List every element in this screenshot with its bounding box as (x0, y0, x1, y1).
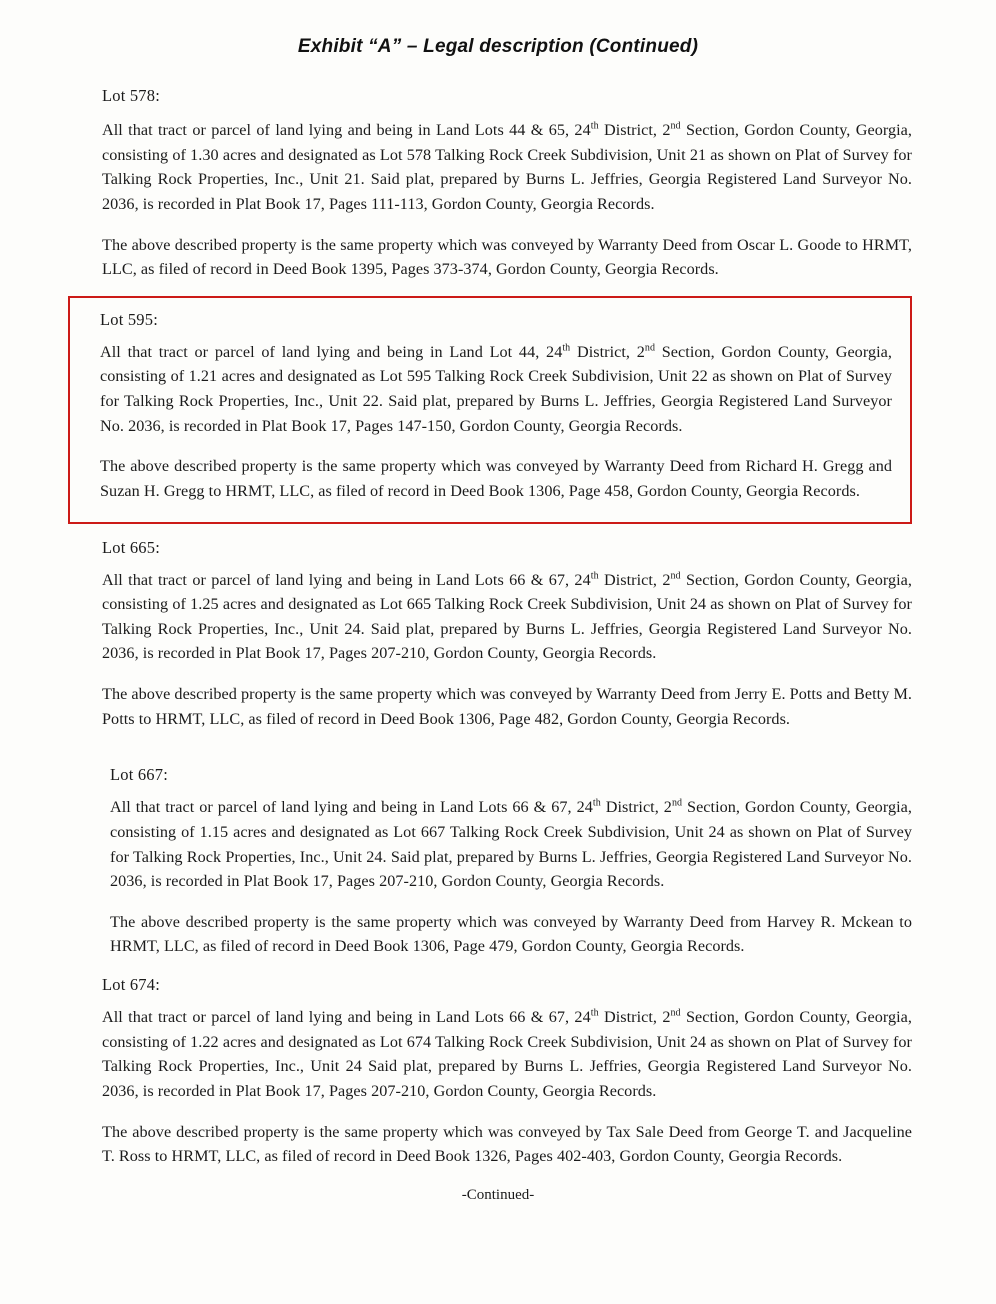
lot-label: Lot 674: (102, 975, 160, 994)
lot-description-text: All that tract or parcel of land lying and being in Land Lots 66 & 67, 24 (102, 1008, 591, 1026)
lot-description-mid: District, 2 (570, 342, 645, 361)
lot-description-mid: District, 2 (598, 570, 671, 589)
lot-label: Lot 578: (102, 86, 160, 105)
ordinal-suffix: th (562, 342, 571, 354)
ordinal-suffix: nd (670, 570, 681, 582)
lot-description (102, 118, 916, 217)
page-footer: -Continued- (461, 1186, 535, 1203)
lot-description-end: Section, Gordon County, Georgia, consisting of 1.25 acres and designated as Lot 665 Talking Rock Creek Subdivision, Unit 24 as shown on Plat of Survey for Talking Rock Properties, Inc., Unit 24. Said plat, prepared by Burns L. Jeffries, Georgia Registered Land Surveyor No. 2036, is recorded in Plat Book 17, Pages 207-210, Gordon County, Georgia Records. (102, 570, 913, 663)
ordinal-suffix: nd (644, 342, 656, 354)
lot-conveyance: The above described property is the same property which was conveyed by Warranty Deed from Oscar L. Goode to HRMT, LLC, as filed of record in Deed Book 1395, Pages 373-374, Gordon County, Georgia Records. (102, 235, 912, 279)
lot-description-mid: District, 2 (598, 121, 671, 139)
lot-label: Lot 595: (100, 309, 158, 329)
lot-block-667 (80, 765, 916, 959)
lot-label: Lot 667: (110, 765, 168, 785)
lot-description-mid: District, 2 (598, 1008, 671, 1026)
lot-description-text: All that tract or parcel of land lying and being in Land Lot 44, 24 (100, 342, 563, 361)
lot-description-mid: District, 2 (600, 798, 672, 817)
lot-description-end: Section, Gordon County, Georgia, consisting of 1.30 acres and designated as Lot 578 Talking Rock Creek Subdivision, Unit 21 as shown on Plat of Survey for Talking Rock Properties, Inc., Unit 21. Said plat, prepared by Burns L. Jeffries, Georgia Registered Land Surveyor No. 2036, is recorded in Plat Book 17, Pages 111-113, Gordon County, Georgia Records. (102, 121, 913, 213)
document-body (80, 58, 916, 1204)
lot-label: Lot 665: (102, 537, 160, 557)
ordinal-suffix: th (590, 570, 599, 582)
lot-description-text: All that tract or parcel of land lying and being in Land Lots 66 & 67, 24 (102, 570, 591, 589)
lot-description-end: Section, Gordon County, Georgia, consisting of 1.21 acres and designated as Lot 595 Talking Rock Creek Subdivision, Unit 22 as shown on Plat of Survey for Talking Rock Properties, Inc., Unit 22. Said plat, prepared by Burns L. Jeffries, Georgia Registered Land Surveyor No. 2036, is recorded in Plat Book 17, Pages 147-150, Gordon County, Georgia Records. (100, 342, 893, 435)
lot-conveyance: The above described property is the same property which was conveyed by Warranty Deed from Jerry E. Potts and Betty M. Potts to HRMT, LLC, as filed of record in Deed Book 1306, Page 482, Gordon County, Georgia Records. (102, 685, 912, 728)
page-title: Exhibit “A” – Legal description (Continued) (297, 36, 699, 57)
lot-description-text: All that tract or parcel of land lying and being in Land Lots 44 & 65, 24 (102, 121, 591, 139)
lot-conveyance: The above described property is the same property which was conveyed by Tax Sale Deed from George T. and Jacqueline T. Ross to HRMT, LLC, as filed of record in Deed Book 1326, Pages 402-403, Gordon County, Georgia Records. (102, 1122, 912, 1166)
lot-description-end: Section, Gordon County, Georgia, consisting of 1.22 acres and designated as Lot 674 Talking Rock Creek Subdivision, Unit 24 as shown on Plat of Survey for Talking Rock Properties, Inc., Unit 24 Said plat, prepared by Burns L. Jeffries, Georgia Registered Land Surveyor No. 2036, is recorded in Plat Book 17, Pages 207-210, Gordon County, Georgia Records. (102, 1008, 913, 1100)
lot-description (102, 568, 916, 667)
lot-conveyance: The above described property is the same property which was conveyed by Warranty Deed from Richard H. Gregg and Suzan H. Gregg to HRMT, LLC, as filed of record in Deed Book 1306, Page 458, Gordon County, Georgia Records. (100, 457, 892, 500)
ordinal-suffix: nd (671, 797, 683, 809)
lot-block-674 (80, 975, 916, 1169)
lot-block-665 (80, 538, 916, 732)
ordinal-suffix: th (592, 797, 601, 809)
lot-description-text: All that tract or parcel of land lying and being in Land Lots 66 & 67, 24 (110, 798, 593, 817)
lot-description (102, 1005, 916, 1104)
ordinal-suffix: th (590, 1007, 599, 1019)
lot-description (110, 795, 916, 894)
lot-description (100, 340, 896, 439)
lot-description-end: Section, Gordon County, Georgia, consisting of 1.15 acres and designated as Lot 667 Talking Rock Creek Subdivision, Unit 24 as shown on Plat of Survey for Talking Rock Properties, Inc., Unit 24. Said plat, prepared by Burns L. Jeffries, Georgia Registered Land Surveyor No. 2036, is recorded in Plat Book 17, Pages 207-210, Gordon County, Georgia Records. (110, 798, 912, 891)
ordinal-suffix: nd (670, 1007, 681, 1019)
ordinal-suffix: nd (670, 120, 681, 132)
ordinal-suffix: th (590, 120, 599, 132)
lot-conveyance: The above described property is the same property which was conveyed by Warranty Deed from Harvey R. Mckean to HRMT, LLC, as filed of record in Deed Book 1306, Page 479, Gordon County, Georgia Records. (110, 912, 912, 956)
lot-block-578 (80, 86, 916, 282)
lot-block-595-highlighted (68, 296, 912, 524)
